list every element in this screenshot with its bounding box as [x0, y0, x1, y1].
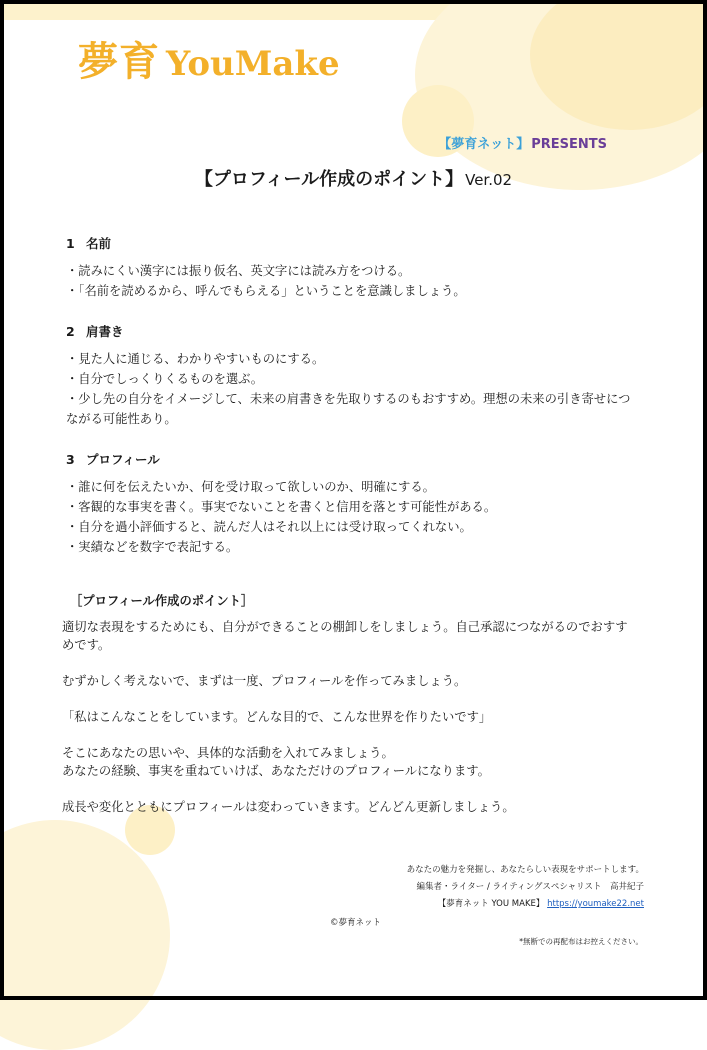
points-line: 成長や変化とともにプロフィールは変わっていきます。どんどん更新しましょう。	[62, 800, 515, 814]
points-line: めです。	[62, 638, 111, 652]
presents-word: PRESENTS	[531, 137, 607, 152]
section-heading	[66, 451, 646, 469]
section-profile	[66, 451, 646, 557]
list-item: ・少し先の自分をイメージして、未来の肩書きを先取りするのもおすすめ。理想の未来の引き寄せにつ	[66, 392, 631, 406]
section-title-role	[66, 323, 646, 429]
footer-url-link[interactable]: https://youmake22.net	[547, 899, 644, 909]
sections	[66, 235, 646, 557]
section-heading	[66, 323, 646, 341]
section-number: 2	[66, 324, 75, 339]
section-number: 1	[66, 236, 75, 251]
redistribution-note: *無断での再配布はお控えください。	[519, 937, 643, 946]
points-line: そこにあなたの思いや、具体的な活動を入れてみましょう。	[62, 746, 394, 760]
footer-site-label: 【夢育ネット YOU MAKE】	[437, 899, 545, 909]
footer-site	[407, 896, 644, 913]
points-heading: ［プロフィール作成のポイント］	[70, 594, 254, 608]
section-title: 名前	[86, 236, 112, 251]
section-heading	[66, 235, 646, 253]
presents-label	[438, 133, 607, 152]
list-item: ・見た人に通じる、わかりやすいものにする。	[66, 352, 325, 366]
title-version: Ver.02	[465, 171, 513, 189]
points-line: あなたの経験、事実を重ねていけば、あなただけのプロフィールになります。	[62, 764, 490, 778]
list-item: ・「名前を読めるから、呼んでもらえる」ということを意識しましょう。	[66, 284, 466, 298]
page-title	[0, 165, 707, 191]
footer-tagline: あなたの魅力を発掘し、あなたらしい表現をサポートします。	[406, 865, 644, 875]
list-item: ・自分を過小評価すると、読んだ人はそれ以上には受け取ってくれない。	[66, 520, 472, 534]
presents-brand: 【夢育ネット】	[438, 137, 530, 152]
title-main: 【プロフィール作成のポイント】	[194, 169, 464, 190]
list-item: ・自分でしっくりくるものを選ぶ。	[66, 372, 263, 386]
points-block	[62, 592, 648, 816]
list-item: ・読みにくい漢字には振り仮名、英文字には読み方をつける。	[66, 264, 411, 278]
section-title: 肩書き	[86, 324, 124, 339]
logo	[78, 30, 340, 87]
footer-credits	[407, 862, 644, 913]
section-name	[66, 235, 646, 301]
list-item: ながる可能性あり。	[66, 412, 177, 426]
section-title: プロフィール	[86, 452, 160, 467]
logo-kanji: 夢育	[78, 39, 160, 85]
list-item: ・実績などを数字で表記する。	[66, 540, 239, 554]
logo-latin: YouMake	[166, 44, 340, 84]
copyright: ©夢育ネット	[330, 918, 382, 928]
footer-editor: 編集者・ライター / ライティングスペシャリスト 高井紀子	[416, 882, 644, 892]
points-line: 「私はこんなことをしています。どんな目的で、こんな世界を作りたいです」	[62, 710, 492, 724]
points-line: むずかしく考えないで、まずは一度、プロフィールを作ってみましょう。	[62, 674, 467, 688]
section-number: 3	[66, 452, 75, 467]
list-item: ・客観的な事実を書く。事実でないことを書くと信用を落とす可能性がある。	[66, 500, 497, 514]
points-line: 適切な表現をするためにも、自分ができることの棚卸しをしましょう。自己承認につながるのでおすす	[62, 620, 628, 634]
list-item: ・誰に何を伝えたいか、何を受け取って欲しいのか、明確にする。	[66, 480, 435, 494]
